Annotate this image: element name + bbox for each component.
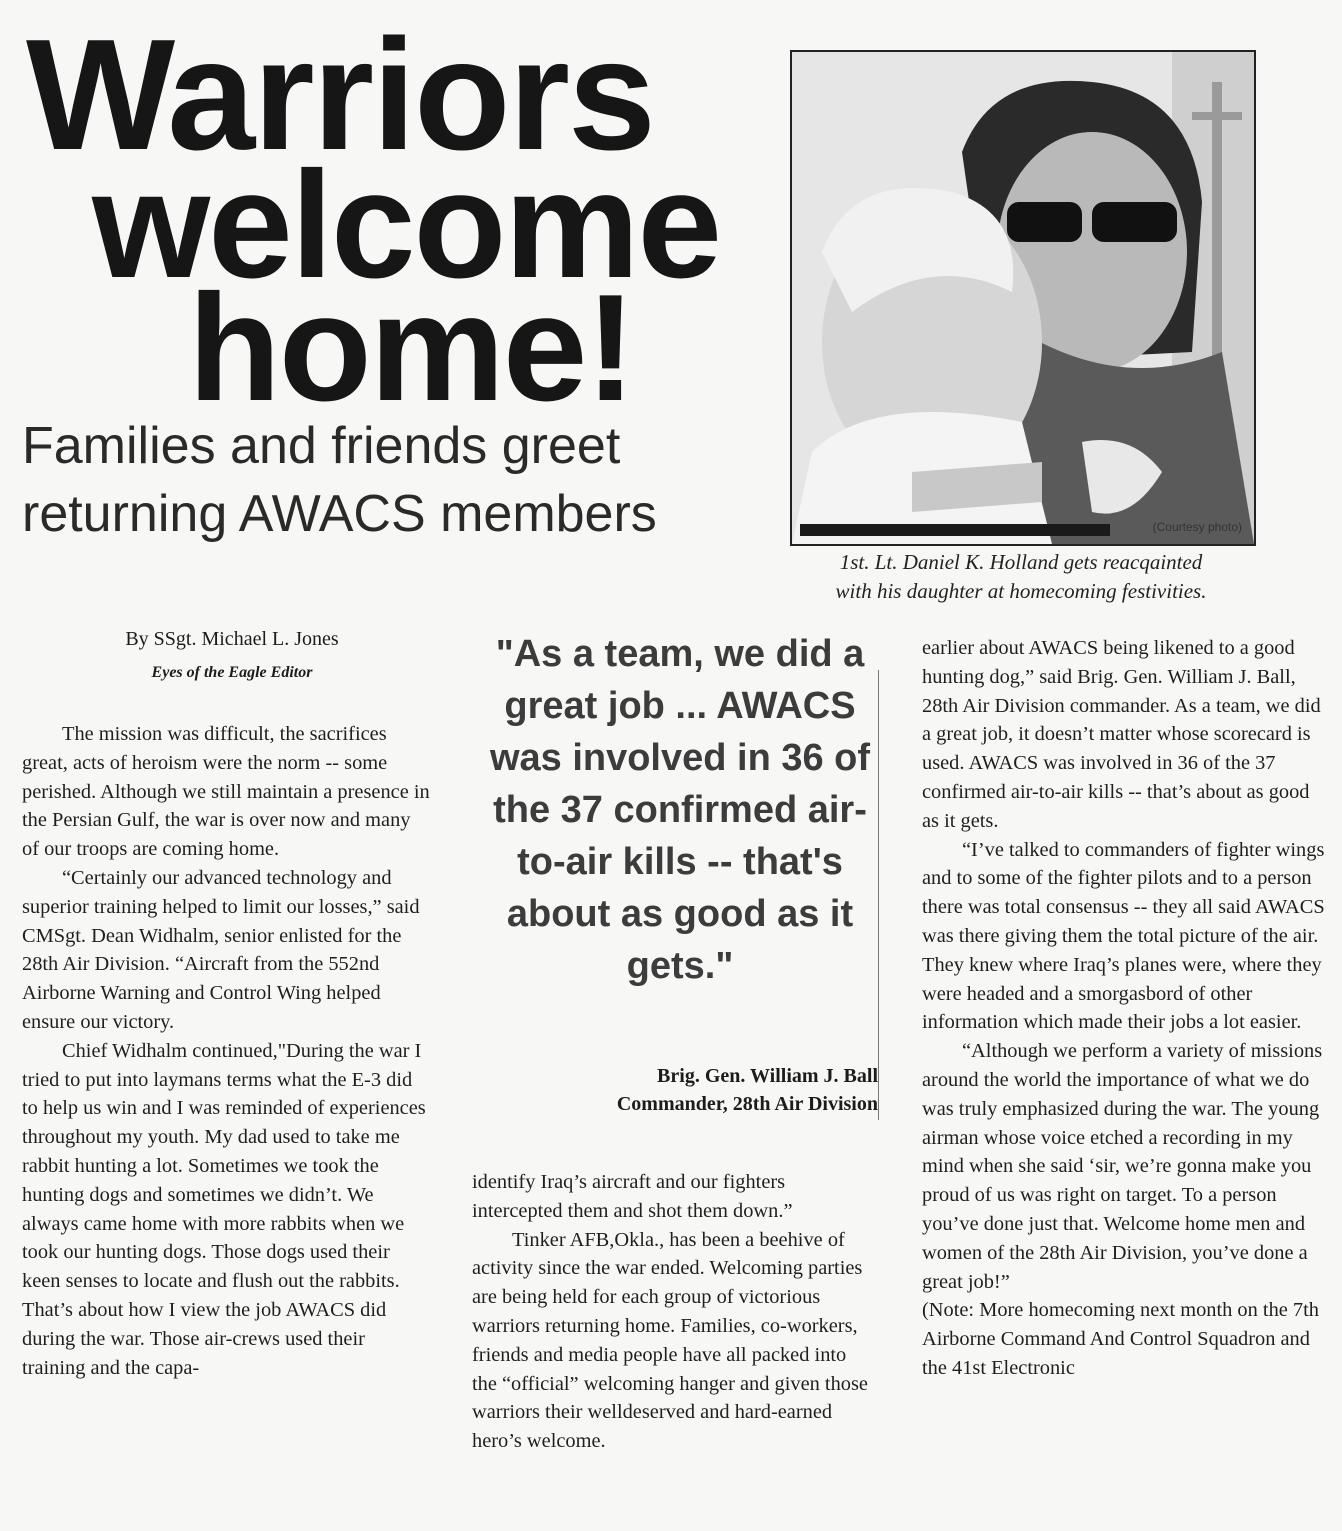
article-column-1 bbox=[22, 720, 432, 1500]
subheadline bbox=[22, 412, 742, 548]
paragraph: identify Iraq’s aircraft and our fighters intercepted them and shot them down.” bbox=[472, 1171, 793, 1222]
photo-caption-line-2: with his daughter at homecoming festivities. bbox=[835, 579, 1207, 603]
pull-quote-title: Commander, 28th Air Division bbox=[616, 1093, 878, 1115]
headline-line-3: home! bbox=[188, 263, 634, 433]
photo-credit: (Courtesy photo) bbox=[1152, 520, 1242, 534]
article-column-2 bbox=[472, 1168, 872, 1508]
pull-quote-attribution bbox=[472, 1062, 878, 1118]
column-divider bbox=[878, 670, 879, 1120]
paragraph: Tinker AFB,Okla., has been a beehive of activity since the war ended. Welcoming parties are being held for each group of victorious warriors returning home. Families, co-workers, friends and media people have all packed into the “official” welcoming hanger and given those warriors their welldeserved and hard-earned hero’s welcome. bbox=[472, 1228, 868, 1453]
byline-title: Eyes of the Eagle Editor bbox=[151, 664, 313, 681]
pull-quote: "As a team, we did a great job ... AWACS was involved in 36 of the 37 confirmed air-to-air kills -- that's about as good as it gets." bbox=[489, 633, 871, 987]
paragraph: (Note: More homecoming next month on the 7th Airborne Command And Control Squadron and the 41st Electronic bbox=[922, 1299, 1319, 1379]
headline-line-1: Warriors bbox=[26, 7, 654, 183]
headline-line-2: welcome bbox=[92, 140, 721, 310]
paragraph: “Although we perform a variety of missions around the world the importance of what we do was truly emphasized during the war. The young airman whose voice etched a recording in my mind when she said ‘sir, we’re gonna make you proud of us was right on target. To a person you’ve done just that. Welcome home men and women of the 28th Air Division, you’ve done a great job!” bbox=[922, 1040, 1323, 1293]
subheadline-line-1: Families and friends greet bbox=[22, 417, 621, 475]
paragraph: The mission was difficult, the sacrifices great, acts of heroism were the norm -- some perished. Although we still maintain a presence in the Persian Gulf, the war is over now and many of our troops are coming home. bbox=[22, 723, 430, 861]
paragraph: earlier about AWACS being likened to a good hunting dog,” said Brig. Gen. William J. Ball, 28th Air Division commander. As a team, we did a great job, it doesn’t matter whose scorecard is used. AWACS was involved in 36 of the 37 confirmed air-to-air kills -- that’s about as good as it gets. bbox=[922, 637, 1321, 832]
article-column-3 bbox=[922, 634, 1328, 1514]
paragraph: Chief Widhalm continued,"During the war I tried to put into laymans terms what the E-3 did to help us win and I was reminded of experiences throughout my youth. My dad used to take me rabbit hunting a lot. Sometimes we took the hunting dogs and sometimes we didn’t. We always came home with more rabbits when we took our hunting dogs. Those dogs used their keen senses to locate and flush out the rabbits. That’s about how I view the job AWACS did during the war. Those air-crews used their training and the capa- bbox=[22, 1039, 426, 1379]
paragraph: “Certainly our advanced technology and superior training helped to limit our losses,” said CMSgt. Dean Widhalm, senior enlisted for the 28th Air Division. “Aircraft from the 552nd Airborne Warning and Control Wing helped ensure our victory. bbox=[22, 866, 420, 1033]
byline: By SSgt. Michael L. Jones bbox=[125, 628, 339, 650]
paragraph: “I’ve talked to commanders of fighter wings and to some of the fighter pilots and to a person there was total consensus -- they all said AWACS was there giving them the total picture of the air. They knew where Iraq’s planes were, where they were headed and a smorgasbord of other information which made their jobs a lot easier. bbox=[922, 838, 1325, 1034]
photo-credit-bar bbox=[800, 524, 1110, 536]
photo-caption bbox=[796, 548, 1246, 606]
pull-quote-name: Brig. Gen. William J. Ball bbox=[657, 1065, 878, 1087]
photo-caption-line-1: 1st. Lt. Daniel K. Holland gets reacqainted bbox=[839, 550, 1203, 574]
subheadline-line-2: returning AWACS members bbox=[22, 485, 657, 543]
homecoming-photo bbox=[790, 50, 1256, 546]
